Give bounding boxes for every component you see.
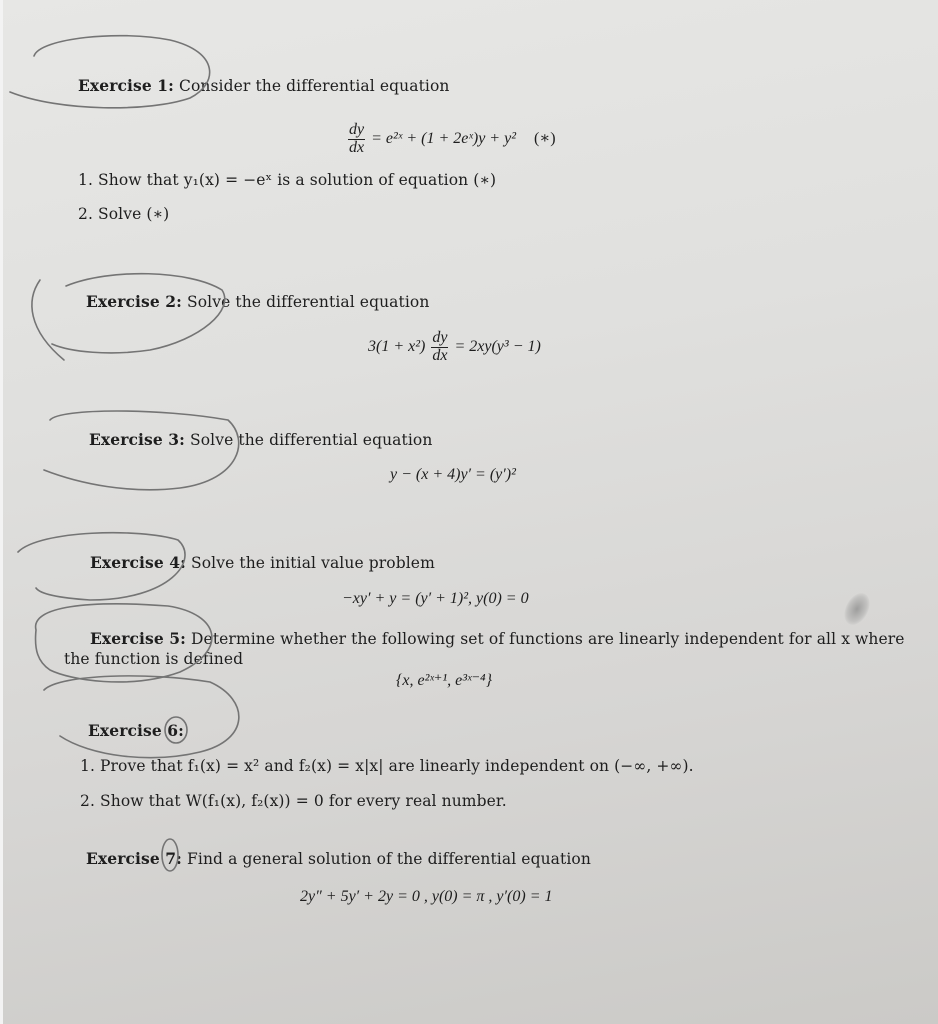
derivative-fraction: $\frac{dy}{dx}$ — [432, 329, 448, 364]
exercise-1-item-1: 1. Show that y₁(x) = −eˣ is a solution of equation (∗) — [78, 171, 497, 189]
exercise-1-item-2: 2. Solve (∗) — [78, 205, 170, 223]
exercise-1-equation: $\frac{dy}{dx}$ = e²ˣ + (1 + 2eˣ)y + y² (∗) — [349, 121, 556, 156]
exercise-6-item-1: 1. Prove that f₁(x) = x² and f₂(x) = x|x| are linearly independent on (−∞, +∞). — [80, 757, 694, 775]
exercise-7-heading — [86, 849, 591, 868]
exercise-7-prompt: Find a general solution of the differential equation — [187, 850, 591, 868]
exercise-5-function-set: {x, e²ˣ⁺¹, e³ˣ⁻⁴} — [396, 672, 492, 689]
exercise-6-heading — [88, 721, 184, 740]
exercise-6-label: Exercise 6: — [88, 721, 184, 740]
exercise-2-label: Exercise 2: — [86, 292, 182, 311]
exercise-2-prompt: Solve the differential equation — [187, 293, 430, 311]
exercise-3-heading — [89, 430, 432, 449]
exercise-4-equation: −xy′ + y = (y′ + 1)², y(0) = 0 — [342, 590, 529, 607]
exercise-6-item-2: 2. Show that W(f₁(x), f₂(x)) = 0 for every real number. — [80, 792, 507, 810]
exercise-2-heading — [86, 292, 429, 311]
exercise-1-prompt: Consider the differential equation — [179, 77, 450, 95]
pencil-smudge — [839, 589, 874, 629]
exercise-4-heading — [90, 553, 435, 572]
exercise-2-equation: 3(1 + x²) $\frac{dy}{dx}$ = 2xy(y³ − 1) — [368, 329, 541, 364]
exercise-5-heading — [90, 629, 905, 648]
exercise-3-label: Exercise 3: — [89, 430, 185, 449]
equation-tag: (∗) — [533, 129, 556, 147]
exercise-3-equation: y − (x + 4)y′ = (y′)² — [390, 466, 516, 483]
exercise-3-prompt: Solve the differential equation — [190, 431, 433, 449]
exercise-5-label: Exercise 5: — [90, 629, 186, 648]
exercise-4-label: Exercise 4: — [90, 553, 186, 572]
exercise-1-label: Exercise 1: — [78, 76, 174, 95]
exercise-5-prompt-cont: the function is defined — [64, 650, 244, 668]
exercise-1-heading — [78, 76, 449, 95]
exercise-4-prompt: Solve the initial value problem — [191, 554, 435, 572]
derivative-fraction: $\frac{dy}{dx}$ — [349, 121, 365, 156]
exercise-7-label: Exercise 7: — [86, 849, 182, 868]
exercise-7-equation: 2y″ + 5y′ + 2y = 0 , y(0) = π , y′(0) = 1 — [300, 888, 553, 905]
exercise-5-prompt: Determine whether the following set of functions are linearly independent for all x where — [191, 630, 905, 648]
